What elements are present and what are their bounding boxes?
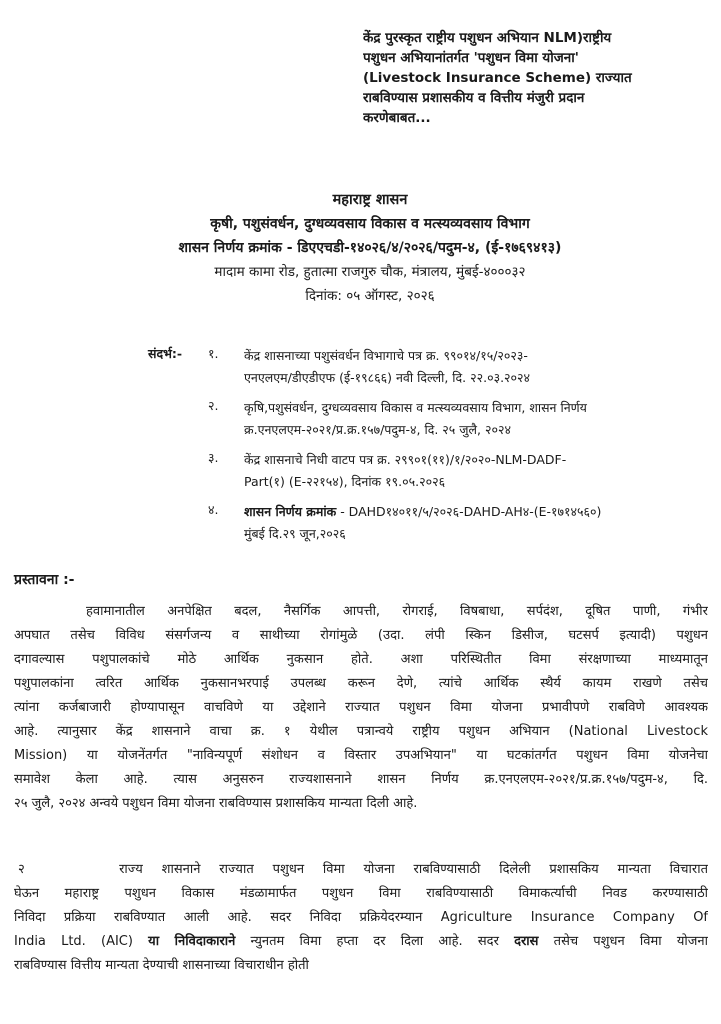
reference-line: कृषि,पशुसंवर्धन, दुग्धव्यवसाय विकास व मत्स्यव्यवसाय विभाग, शासन निर्णय [244,400,587,415]
reference-line: मुंबई दि.२९ जून,२०२६ [244,526,346,541]
subject-line: करणेबाबत... [363,110,431,126]
subject-line: केंद्र पुरस्कृत राष्ट्रीय पशुधन अभियान NLM)राष्ट्रीय [363,30,612,46]
paragraph-2 [14,858,708,978]
paragraph-line: आहे. त्यानुसार केंद्र शासनाने वाचा क्र. १ येथील पत्रान्वये राष्ट्रीय पशुधन अभियान (National Livestock [14,724,708,739]
paragraph-line: समावेश केला आहे. त्यास अनुसरुन राज्यशासनाने शासन निर्णय क्र.एनएलएम-२०२१/प्र.क्र.१५७/पदुम-४, दि. [14,772,708,787]
company-name-text: India Ltd. (AIC) [14,934,149,949]
department-name: कृषी, पशुसंवर्धन, दुग्धव्यवसाय विकास व मत्स्यव्यवसाय विभाग [210,216,530,232]
gr-date: दिनांक: ०५ ऑगस्ट, २०२६ [305,288,435,304]
rate-text: दरास [514,934,539,949]
paragraph-line: निविदा प्रक्रिया राबविण्यात आली आहे. सदर निविदा प्रक्रियेदरम्यान Agriculture Insurance Company Of [14,910,708,925]
reference-number: ४. [208,502,219,517]
subject-line: (Livestock Insurance Scheme) राज्यात [363,70,632,86]
paragraph-text: तसेच पशुधन विमा योजना [538,934,708,949]
paragraph-text: न्युनतम विमा हप्ता दर दिला आहे. सदर [235,934,515,949]
reference-line: क्र.एनएलएम-२०२१/प्र.क्र.१५७/पदुम-४, दि. २५ जुलै, २०२४ [244,422,511,437]
paragraph-line [14,930,708,954]
subject-block [363,28,693,128]
paragraph-line [14,858,708,882]
reference-line: Part(१) (E-२२१५४), दिनांक १९.०५.२०२६ [244,474,446,489]
subject-line: राबविण्यास प्रशासकीय व वित्तीय मंजुरी प्रदान [363,90,585,106]
prastavana-heading: प्रस्तावना :- [14,572,75,588]
reference-line: केंद्र शासनाच्या पशुसंवर्धन विभागाचे पत्र क्र. ९९०१४/१५/२०२३- [244,348,528,363]
reference-number: १. [208,346,219,361]
reference-line [244,501,684,523]
address: मादाम कामा रोड, हुतात्मा राजगुरु चौक, मंत्रालय, मुंबई-४०००३२ [214,264,526,280]
paragraph-line: अपघात तसेच विविध संसर्गजन्य व साथीच्या रोगांमुळे (उदा. लंपी स्किन डिसीज, घटसर्प इत्यादी) पशुधन [14,628,708,643]
paragraph-line: दगावल्यास पशुपालकांचे मोठे आर्थिक नुकसान होते. अशा परिस्थितीत विमा संरक्षणाच्या माध्यमातून [14,652,708,667]
paragraph-1 [14,600,708,816]
subject-line: पशुधन अभियानांतर्गत 'पशुधन विमा योजना' [363,50,579,66]
paragraph-line: राबविण्यास वित्तीय मान्यता देण्याची शासनाच्या विचाराधीन होती [14,958,309,973]
gr-number: - डिएएचडी-१४०२६/४/२०२६/पदुम-४, (ई-१७६९४१३) [281,240,562,256]
government-name: महाराष्ट्र शासन [332,192,408,208]
reference-line: एनएलएम/डीएडीएफ (ई-१९८६६) नवी दिल्ली, दि. २२.०३.२०२४ [244,370,531,385]
bidder-text: या निविदाकाराने [148,934,236,949]
government-header [100,188,640,308]
paragraph-number: २ [18,862,25,877]
reference-gr-number: - DAHD१४०११/५/२०२६-DAHD-AH४-(E-१७१४५६०) [336,504,602,519]
paragraph-line: घेऊन महाराष्ट्र पशुधन विकास मंडळामार्फत पशुधन विमा राबविण्यासाठी विमाकर्त्याची निवड करण्यासाठी [14,886,708,901]
paragraph-line: हवामानातील अनपेक्षित बदल, नैसर्गिक आपत्ती, रोगराई, विषबाधा, सर्पदंश, दूषित पाणी, गंभीर [86,604,708,619]
reference-number: २. [208,398,219,413]
paragraph-line: Mission) या योजनेंतर्गत "नाविन्यपूर्ण संशोधन व विस्तार उपअभियान" या घटकांतर्गत पशुधन विमा योजनेचा [14,748,708,763]
reference-number: ३. [208,450,219,465]
gr-number-line [100,236,640,260]
gr-label: शासन निर्णय क्रमांक [178,240,282,256]
paragraph-line: पशुपालकांना त्वरित आर्थिक नुकसानभरपाई उपलब्ध करून देणे, त्यांचे आर्थिक स्थैर्य कायम राखणे तसेच [14,676,708,691]
reference-gr-label: शासन निर्णय क्रमांक [244,504,337,519]
paragraph-line: २५ जुलै, २०२४ अन्वये पशुधन विमा योजना राबविण्यास प्रशासकिय मान्यता दिली आहे. [14,796,418,811]
paragraph-line: त्यांना कर्जबाजारी होण्यापासून वाचविणे या उद्देशाने राज्यात पशुधन विमा योजना प्रभावीपणे राबविणे आवश्यक [14,700,708,715]
reference-line: केंद्र शासनाचे निधी वाटप पत्र क्र. २९९०१(११)/१/२०२०-NLM-DADF- [244,452,567,467]
references-label: संदर्भ:- [148,346,183,361]
paragraph-text: राज्य शासनाने राज्यात पशुधन विमा योजना राबविण्यासाठी दिलेली प्रशासकिय मान्यता विचारात [24,862,708,877]
